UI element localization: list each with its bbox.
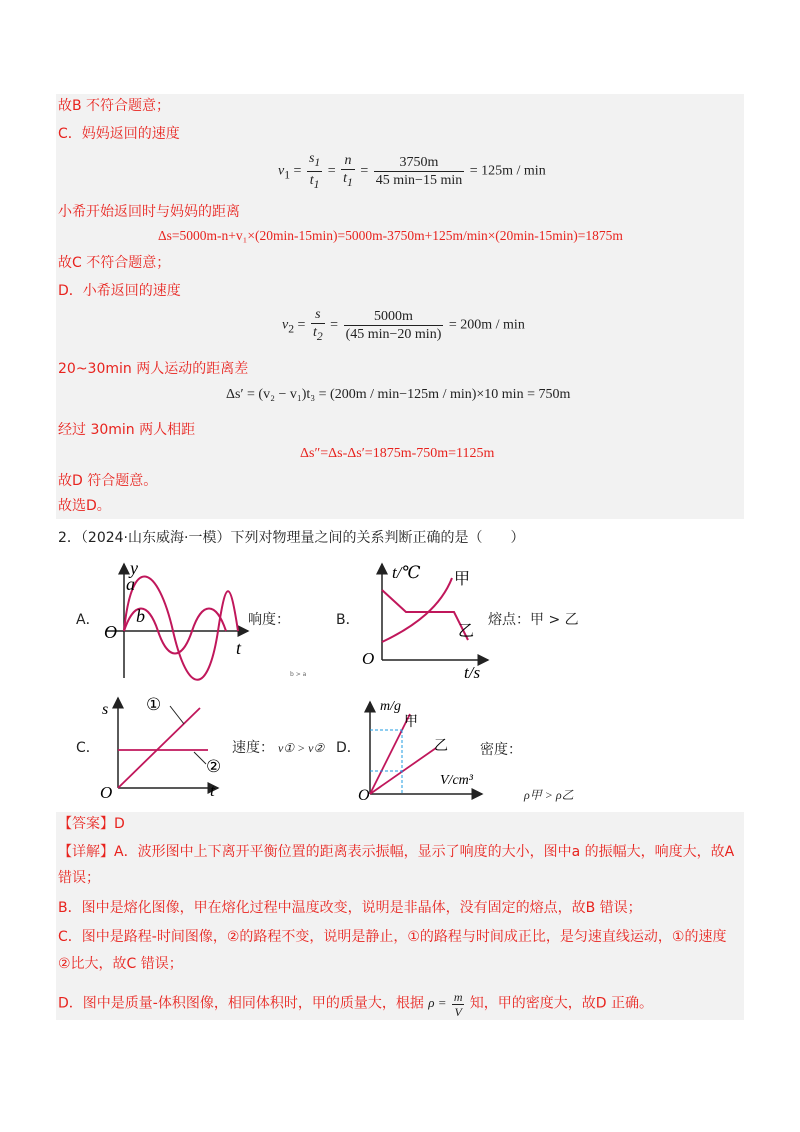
option-d-letter: D．	[336, 740, 361, 756]
axis-label: y	[130, 558, 138, 578]
answer-detail-a	[58, 842, 734, 862]
axis-label: t/℃	[392, 563, 421, 582]
solution-line: 20~30min 两人运动的距离差	[58, 361, 249, 377]
question-stem	[58, 528, 524, 548]
option-c-letter: C．	[76, 740, 100, 756]
answer-detail-b: B．图中是熔化图像，甲在熔化过程中温度改变，说明是非晶体，没有固定的熔点，故B 错误；	[58, 900, 642, 916]
option-c-relation: v① > v②	[278, 741, 325, 755]
answer-detail-a-cont: 错误；	[58, 870, 100, 886]
axis-label: m/g	[380, 699, 401, 714]
answer-detail-c-cont: ②比大，故C 错误；	[58, 956, 183, 972]
solution-line: 故B 不符合题意；	[58, 98, 171, 114]
detail-d-post: 知，甲的密度大，故D 正确。	[469, 995, 653, 1012]
detail-d-pre: D．图中是质量-体积图像，相同体积时，甲的质量大，根据	[58, 995, 424, 1012]
formula-v1: $v_1$ = $\frac{s_1}{t_1}$ = $\frac{n}{t_1}$ = $\frac{3750m}{45 \min-15 \min}$ = 125m / min	[278, 151, 546, 191]
formula-final-distance: Δs″=Δs-Δs′=1875m-750m=1125m	[300, 446, 495, 461]
curve-label-2: 乙	[434, 738, 448, 754]
solution-line: 故选D。	[58, 498, 111, 514]
density-lhs: ρ =	[428, 995, 447, 1011]
option-b-letter: B．	[336, 612, 360, 628]
curve-label-2: ②	[206, 757, 222, 777]
density-num: m	[453, 990, 463, 1004]
axis-label: s	[102, 701, 109, 718]
question-text: 下列对物理量之间的关系判断正确的是（ ）	[230, 530, 525, 546]
axis-label: t/s	[464, 663, 481, 681]
origin-label: O	[362, 649, 375, 668]
question-source: （2024·山东威海·一模）	[80, 530, 231, 546]
answer-label: 【答案】D	[58, 816, 125, 832]
option-d-caption: 密度：	[480, 742, 522, 758]
option-b-graph	[356, 556, 496, 681]
option-b-caption: 熔点：甲 > 乙	[488, 612, 579, 628]
option-d-relation: ρ甲 > ρ乙	[524, 788, 574, 802]
curve-label-b: b	[136, 606, 145, 626]
question-number: 2．	[58, 530, 81, 546]
formula-distance: Δs=5000m-n+v₁×(20min-15min)=5000m-3750m+125m/min×(20min-15min)=1875m	[158, 228, 623, 243]
solution-line: 故C 不符合题意；	[58, 255, 171, 271]
option-a-caption: 响度：	[248, 612, 290, 628]
option-a-graph	[98, 556, 258, 686]
origin-label: O	[100, 783, 113, 802]
curve-label-2: 乙	[458, 621, 475, 640]
detail-a-text: A．波形图中上下离开平衡位置的距离表示振幅，显示了响度的大小，图中a 的振幅大，响度大，故A	[114, 844, 735, 860]
origin-label: O	[104, 622, 117, 642]
solution-line: 故D 符合题意。	[58, 473, 158, 489]
option-a-tiny-note: b > a	[290, 671, 307, 678]
option-a-letter: A．	[76, 612, 100, 628]
formula-difference: Δs′ = (v₂ − v₁)t₃ = (200m / min−125m / min)×10 min = 750m	[226, 387, 571, 402]
solution-line: 经过 30min 两人相距	[58, 422, 196, 438]
solution-line: 小希开始返回时与妈妈的距离	[58, 204, 240, 220]
axis-label: t	[210, 781, 215, 800]
option-c-graph	[96, 690, 228, 802]
solution-line: D．小希返回的速度	[58, 283, 181, 299]
formula-v2: $v_2$ = $\frac{s}{t_2}$ = $\frac{5000m}{(45 \min-20 \min)}$ = 200m / min	[282, 307, 525, 343]
axis-label: V/cm³	[440, 773, 473, 788]
option-c-caption	[232, 738, 324, 758]
density-formula	[428, 990, 469, 1019]
curve-label-1: 甲	[404, 714, 418, 730]
option-c-caption-label: 速度：	[232, 740, 274, 756]
origin-label: O	[358, 787, 370, 802]
curve-label-1: 甲	[454, 569, 471, 588]
option-d-graph	[356, 692, 496, 802]
curve-label-a: a	[126, 574, 135, 594]
density-den: V	[454, 1005, 462, 1019]
solution-line: C．妈妈返回的速度	[58, 126, 180, 142]
answer-detail-c: C．图中是路程-时间图像，②的路程不变，说明是静止，①的路程与时间成正比，是匀速直线运动，①的速度	[58, 929, 727, 945]
answer-detail-d	[58, 990, 653, 1019]
curve-label-1: ①	[146, 695, 162, 715]
axis-label: t	[236, 638, 242, 658]
detail-label: 【详解】	[58, 844, 114, 860]
